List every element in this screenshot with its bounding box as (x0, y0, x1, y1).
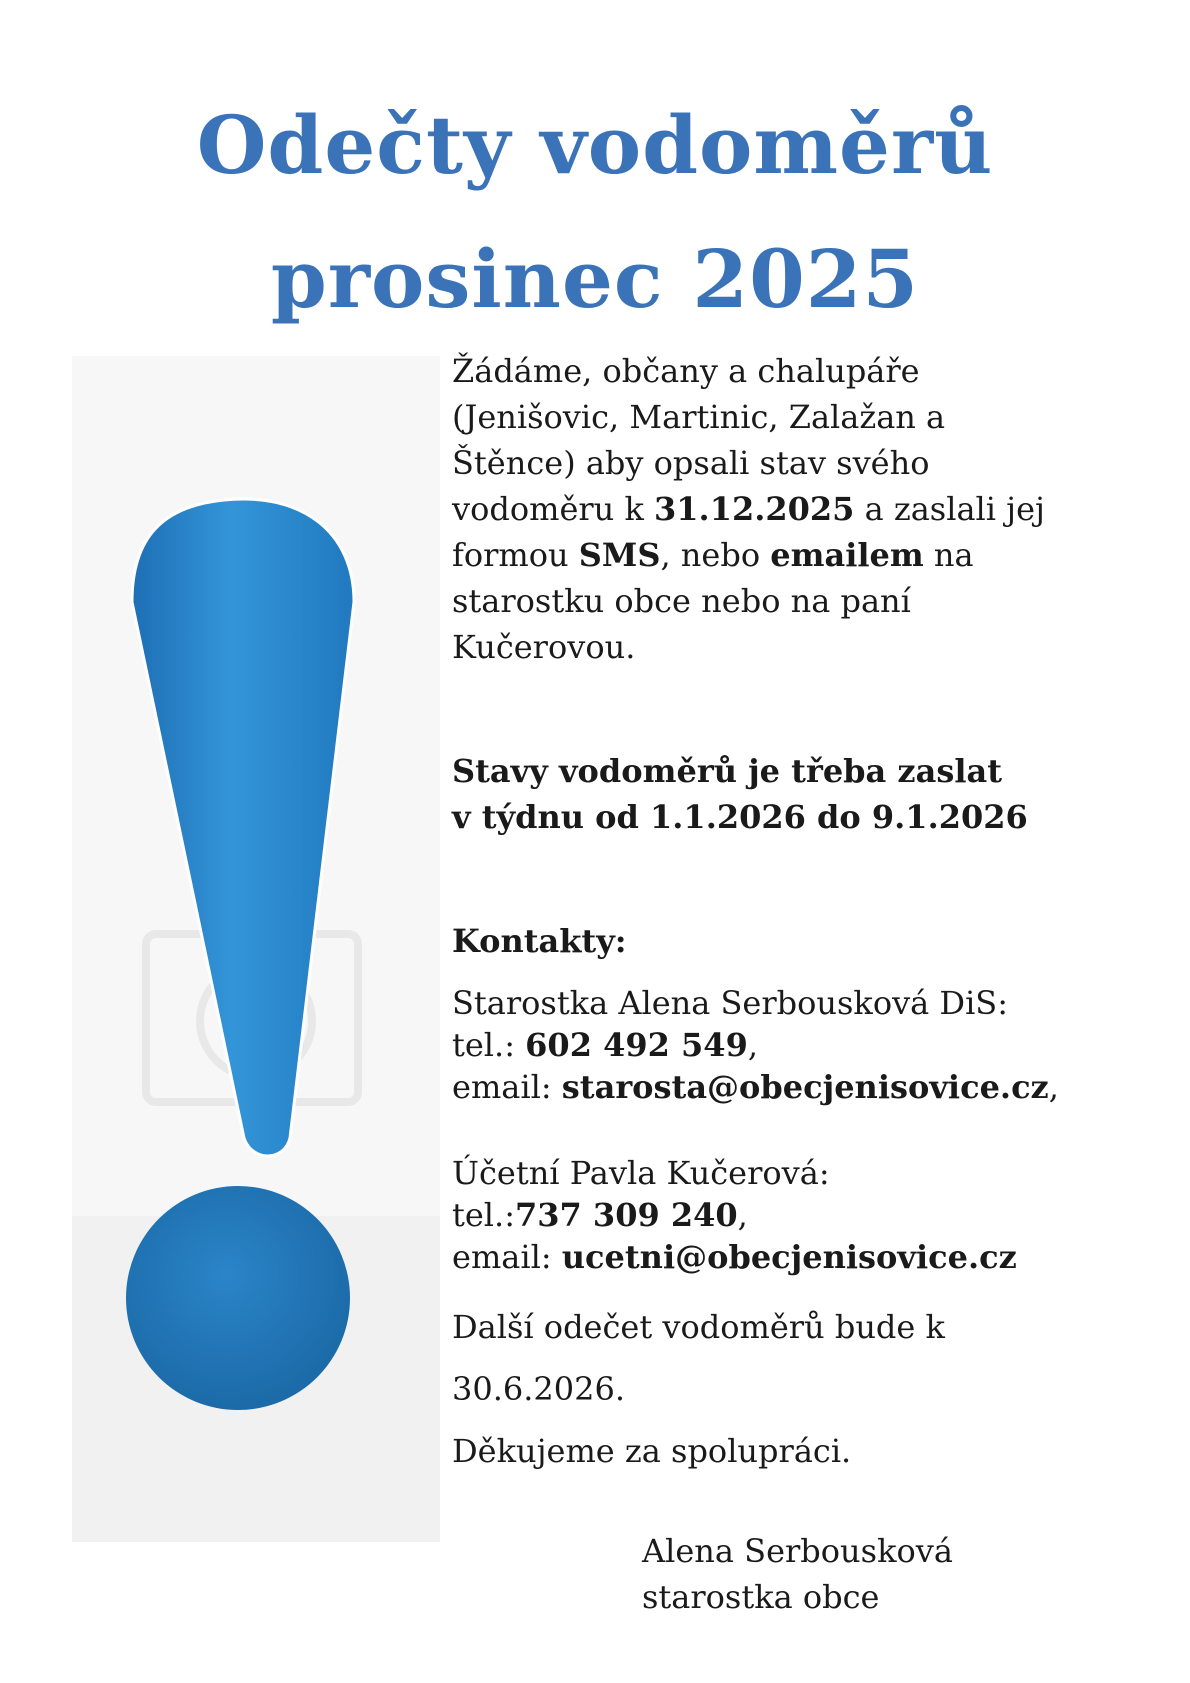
signature-role: starostka obce (642, 1578, 880, 1616)
next-reading (452, 1296, 945, 1420)
deadline-line: Stavy vodoměrů je třeba zaslat (452, 752, 1003, 790)
signature-name: Alena Serbousková (642, 1532, 953, 1570)
mayor-phone-line (452, 1024, 1059, 1066)
exclamation-mark-graphic (72, 356, 440, 1542)
reading-date: 31.12.2025 (654, 490, 855, 528)
intro-text: vodoměru k (452, 490, 655, 528)
email-label: email: (452, 1238, 562, 1276)
mayor-contact (452, 982, 1059, 1108)
intro-line (452, 532, 1045, 578)
intro-line: Štěnce) aby opsali stav svého (452, 444, 930, 482)
intro-line: starostku obce nebo na paní (452, 582, 911, 620)
intro-line (452, 486, 1045, 532)
intro-line: Kučerovou. (452, 628, 636, 666)
mayor-name: Starostka Alena Serbousková DiS: (452, 984, 1008, 1022)
accountant-email-line (452, 1236, 1017, 1278)
accountant-contact (452, 1152, 1017, 1278)
punctuation: , (737, 1196, 748, 1234)
signature (642, 1528, 953, 1620)
deadline-line: v týdnu od 1.1.2026 do 9.1.2026 (452, 798, 1028, 836)
deadline-notice (452, 748, 1028, 840)
accountant-email-link[interactable]: ucetni@obecjenisovice.cz (561, 1238, 1017, 1276)
accountant-phone: 737 309 240 (514, 1196, 738, 1234)
accountant-name: Účetní Pavla Kučerová: (452, 1154, 830, 1192)
exclamation-mark-icon (72, 356, 440, 1542)
next-reading-date: 30.6.2026. (452, 1370, 626, 1408)
punctuation: , (1048, 1068, 1059, 1106)
intro-text: na (923, 536, 974, 574)
accountant-phone-line (452, 1194, 1017, 1236)
email-emphasis: emailem (770, 536, 924, 574)
phone-label: tel.: (452, 1196, 515, 1234)
punctuation: , (747, 1026, 758, 1064)
mayor-email-link[interactable]: starosta@obecjenisovice.cz (561, 1068, 1049, 1106)
page-title (0, 78, 1190, 346)
intro-text: a zaslali jej (854, 490, 1045, 528)
title-line-2: prosinec 2025 (270, 232, 920, 326)
intro-text: , nebo (660, 536, 771, 574)
mayor-phone: 602 492 549 (525, 1026, 748, 1064)
phone-label: tel.: (452, 1026, 526, 1064)
intro-text: formou (452, 536, 579, 574)
intro-paragraph (452, 348, 1045, 670)
sms-emphasis: SMS (578, 536, 661, 574)
contacts-heading: Kontakty: (452, 922, 627, 960)
thanks-line: Děkujeme za spolupráci. (452, 1432, 852, 1470)
title-line-1: Odečty vodoměrů (196, 98, 994, 192)
next-reading-line: Další odečet vodoměrů bude k (452, 1308, 945, 1346)
email-label: email: (452, 1068, 562, 1106)
intro-line: (Jenišovic, Martinic, Zalažan a (452, 398, 946, 436)
intro-line: Žádáme, občany a chalupáře (452, 352, 920, 390)
mayor-email-line (452, 1066, 1059, 1108)
